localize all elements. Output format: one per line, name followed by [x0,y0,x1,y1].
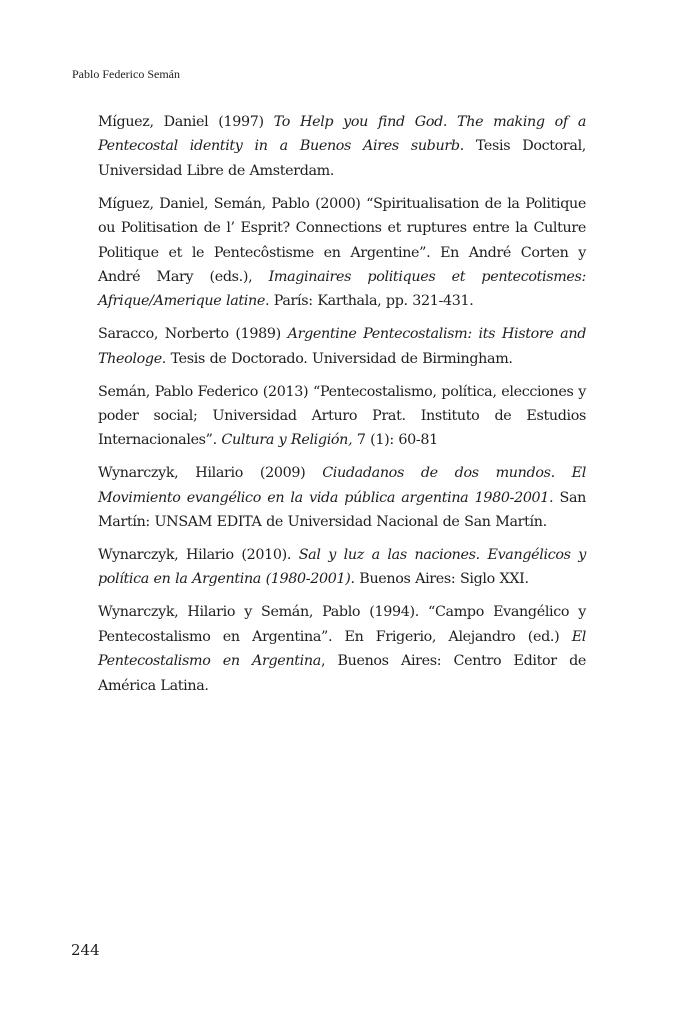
reference-text: 7 (1): 60-81 [352,432,438,449]
reference-title: El Pentecostalismo en Argentina [98,628,586,670]
page-number: 244 [71,941,100,959]
reference-list [98,110,586,706]
reference-title: Imaginaires politiques et pentecotismes: Afrique/Amerique latine [98,268,586,310]
reference-text: Míguez, Daniel, Semán, Pablo (2000) “Spiritualisation de la Politique ou Politisation de l’ Esprit? Connections et ruptures entre la Culture Politique et le Pentecôstisme en Argentine”. En André Corten y André Mary (eds.), [98,195,586,285]
reference-entry [98,192,586,314]
reference-text: Buenos Aires: Siglo XXI. [354,571,529,588]
reference-text: Wynarczyk, Hilario (2010). [98,547,299,563]
reference-text: Tesis de Doctorado. Universidad de Birmingham. [166,350,513,367]
reference-entry [98,461,586,534]
reference-entry [98,600,586,698]
reference-text: , Buenos Aires: Centro Editor de América Latina. [98,653,586,694]
reference-text: . Tesis Doctoral, Universidad Libre de Amsterdam. [98,138,586,179]
reference-text: Saracco, Norberto (1989) [98,326,288,343]
reference-title: Sal y luz a las naciones. Evangélicos y política en la Argentina (1980-2001). [98,547,586,588]
reference-text: Wynarczyk, Hilario y Semán, Pablo (1994). “Campo Evangélico y Pentecostalismo en Argentina”. En Frigerio, Alejandro (ed.) [98,604,586,645]
reference-text: Wynarczyk, Hilario (2009) [98,465,323,482]
reference-title: Cultura y Religión, [221,432,353,449]
reference-entry [98,380,586,453]
reference-text: . París: Karthala, pp. 321-431. [264,293,474,310]
reference-entry [98,543,586,592]
reference-title: Argentine Pentecostalism: its Histore and Theologe. [98,326,587,367]
reference-text: San Martín: UNSAM EDITA de Universidad Nacional de San Martín. [98,489,586,531]
reference-text: Semán, Pablo Federico (2013) “Pentecostalismo, política, elecciones y poder social; Universidad Arturo Prat. Instituto de Estudios Internacionales”. [98,383,586,449]
reference-text: Míguez, Daniel (1997) [98,114,274,130]
reference-entry [98,110,586,183]
reference-entry [98,322,586,371]
reference-title: To Help you find God. The making of a Pentecostal identity in a Buenos Aires suburb [98,114,586,155]
reference-title: Ciudadanos de dos mundos. El Movimiento evangélico en la vida pública argentina 1980-2001. [98,465,586,506]
running-head: Pablo Federico Semán [72,67,180,81]
